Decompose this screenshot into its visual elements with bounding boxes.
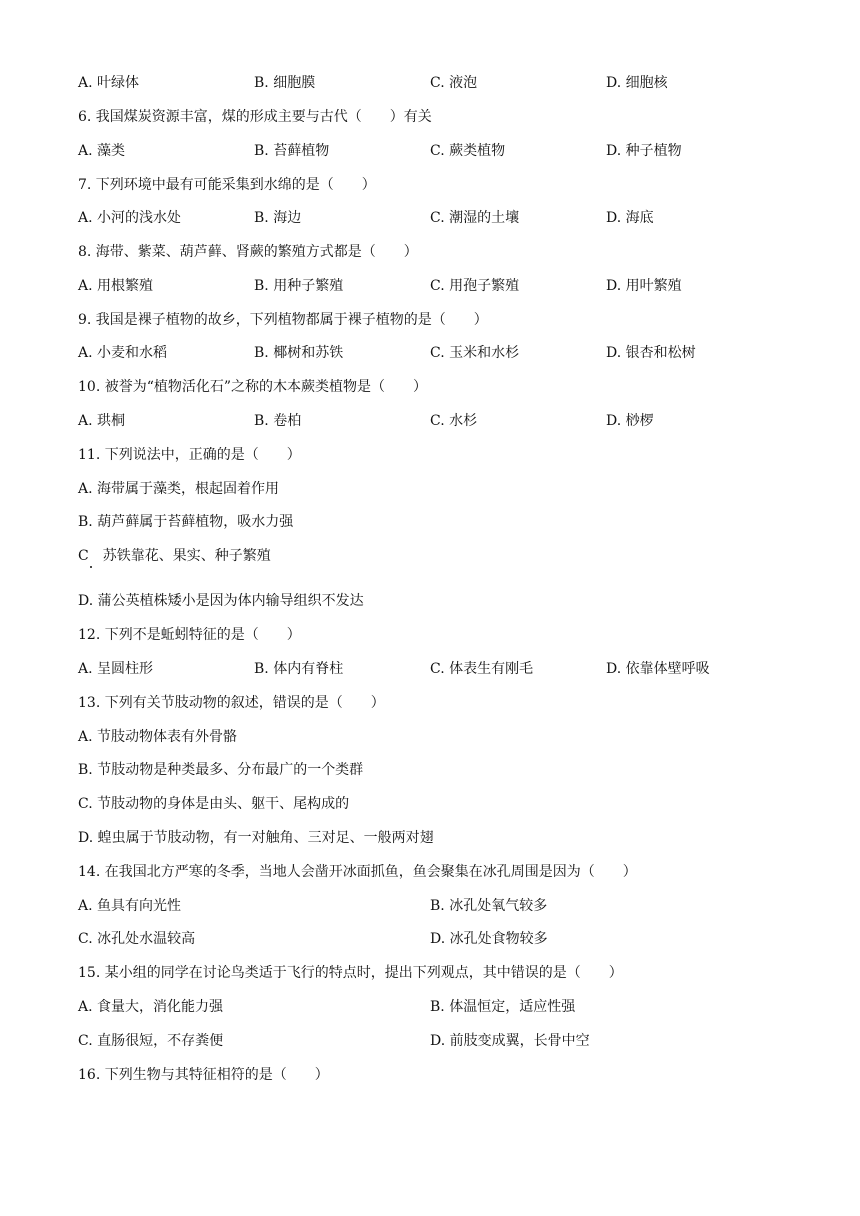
answer-option: B. 冰孔处氧气较多 [430, 898, 548, 914]
answer-option: D. 海底 [606, 210, 654, 226]
answer-option: A. 呈圆柱形 [78, 661, 154, 677]
question-stem: 9. 我国是裸子植物的故乡，下列植物都属于裸子植物的是（ ） [78, 312, 488, 328]
answer-option: D. 前肢变成翼，长骨中空 [430, 1033, 590, 1049]
answer-option: C 苏铁靠花、果实、种子繁殖 [78, 548, 271, 564]
answer-option: A. 用根繁殖 [78, 278, 154, 294]
answer-option: B. 用种子繁殖 [254, 278, 344, 294]
answer-option: A. 叶绿体 [78, 75, 140, 91]
answer-option: A. 食量大，消化能力强 [78, 999, 224, 1015]
answer-option: A. 小麦和水稻 [78, 345, 168, 361]
answer-option: B. 细胞膜 [254, 75, 316, 91]
answer-option: D. 蒲公英植株矮小是因为体内输导组织不发达 [78, 593, 364, 609]
question-stem: 14. 在我国北方严寒的冬季，当地人会凿开冰面抓鱼，鱼会聚集在冰孔周围是因为（ ） [78, 864, 637, 880]
answer-option: C. 体表生有刚毛 [430, 661, 534, 677]
answer-option: D. 用叶繁殖 [606, 278, 682, 294]
answer-option: D. 依靠体壁呼吸 [606, 661, 710, 677]
answer-option: C. 直肠很短，不存粪便 [78, 1033, 224, 1049]
question-stem: 8. 海带、紫菜、葫芦藓、肾蕨的繁殖方式都是（ ） [78, 244, 418, 260]
answer-option: C. 冰孔处水温较高 [78, 931, 196, 947]
answer-option: A. 海带属于藻类，根起固着作用 [78, 481, 280, 497]
answer-option: D. 种子植物 [606, 143, 682, 159]
answer-option: C. 水杉 [430, 413, 478, 429]
answer-option: B. 葫芦藓属于苔藓植物，吸水力强 [78, 514, 294, 530]
answer-option: B. 苔藓植物 [254, 143, 330, 159]
answer-option: B. 椰树和苏铁 [254, 345, 344, 361]
answer-option: C. 蕨类植物 [430, 143, 506, 159]
question-stem: 7. 下列环境中最有可能采集到水绵的是（ ） [78, 177, 376, 193]
stray-dot-mark [90, 566, 92, 568]
answer-option: A. 节肢动物体表有外骨骼 [78, 729, 238, 745]
question-stem: 11. 下列说法中，正确的是（ ） [78, 447, 301, 463]
answer-option: D. 细胞核 [606, 75, 668, 91]
answer-option: B. 卷柏 [254, 413, 302, 429]
answer-option: B. 海边 [254, 210, 302, 226]
answer-option: C. 节肢动物的身体是由头、躯干、尾构成的 [78, 796, 350, 812]
answer-option: A. 藻类 [78, 143, 126, 159]
question-stem: 13. 下列有关节肢动物的叙述，错误的是（ ） [78, 695, 385, 711]
answer-option: B. 节肢动物是种类最多、分布最广的一个类群 [78, 762, 364, 778]
question-stem: 12. 下列不是蚯蚓特征的是（ ） [78, 627, 301, 643]
answer-option: D. 蝗虫属于节肢动物，有一对触角、三对足、一般两对翅 [78, 830, 434, 846]
answer-option: D. 冰孔处食物较多 [430, 931, 548, 947]
question-stem: 6. 我国煤炭资源丰富，煤的形成主要与古代（ ）有关 [78, 109, 432, 125]
answer-option: A. 小河的浅水处 [78, 210, 182, 226]
answer-option: B. 体内有脊柱 [254, 661, 344, 677]
answer-option: D. 银杏和松树 [606, 345, 696, 361]
answer-option: A. 鱼具有向光性 [78, 898, 182, 914]
question-stem: 16. 下列生物与其特征相符的是（ ） [78, 1067, 329, 1083]
answer-option: B. 体温恒定，适应性强 [430, 999, 576, 1015]
question-stem: 10. 被誉为“植物活化石”之称的木本蕨类植物是（ ） [78, 379, 428, 395]
question-stem: 15. 某小组的同学在讨论鸟类适于飞行的特点时，提出下列观点，其中错误的是（ ） [78, 965, 623, 981]
answer-option: C. 玉米和水杉 [430, 345, 520, 361]
answer-option: C. 用孢子繁殖 [430, 278, 520, 294]
answer-option: C. 液泡 [430, 75, 478, 91]
answer-option: C. 潮湿的土壤 [430, 210, 520, 226]
answer-option: D. 桫椤 [606, 413, 654, 429]
answer-option: A. 珙桐 [78, 413, 126, 429]
